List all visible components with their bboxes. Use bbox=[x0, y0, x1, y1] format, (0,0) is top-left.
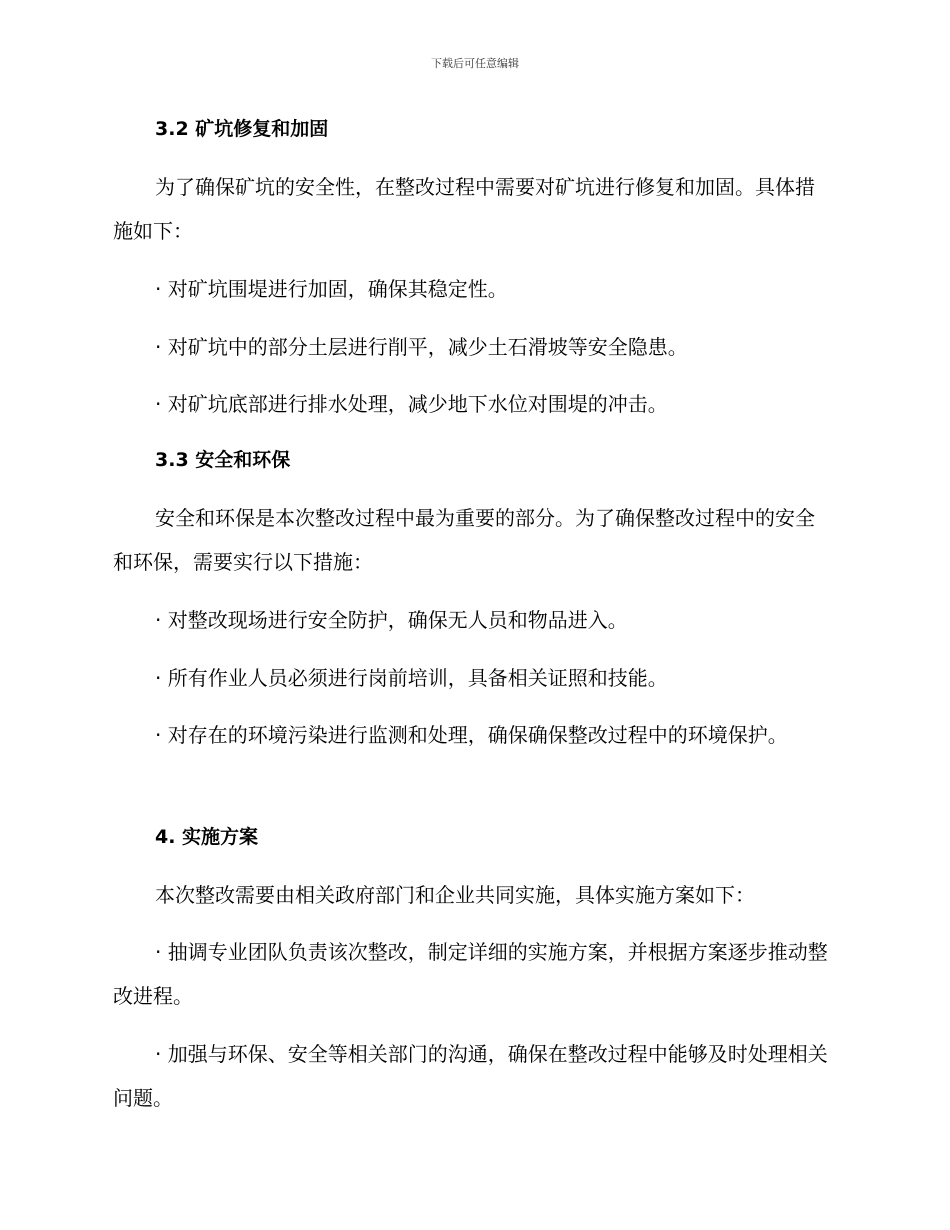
paragraph-4-intro: 本次整改需要由相关政府部门和企业共同实施，具体实施方案如下： bbox=[155, 883, 755, 907]
paragraph-3-2-intro: 为了确保矿坑的安全性，在整改过程中需要对矿坑进行修复和加固。具体措施如下： bbox=[113, 175, 815, 243]
page-header-note: 下载后可任意编辑 bbox=[431, 57, 519, 70]
bullet-3-2-1: · 对矿坑围堤进行加固，确保其稳定性。 bbox=[155, 277, 508, 301]
bullet-3-3-2: · 所有作业人员必须进行岗前培训，具备相关证照和技能。 bbox=[155, 666, 668, 690]
bullet-3-3-3: · 对存在的环境污染进行监测和处理，确保确保整改过程中的环境保护。 bbox=[155, 723, 788, 747]
bullet-4-1: · 抽调专业团队负责该次整改，制定详细的实施方案，并根据方案逐步推动整改进程。 bbox=[113, 940, 828, 1008]
bullet-3-2-2: · 对矿坑中的部分土层进行削平，减少土石滑坡等安全隐患。 bbox=[155, 335, 688, 359]
bullet-3-2-3: · 对矿坑底部进行排水处理，减少地下水位对围堤的冲击。 bbox=[155, 392, 668, 416]
paragraph-3-3-intro: 安全和环保是本次整改过程中最为重要的部分。为了确保整改过程中的安全和环保，需要实行以下措施： bbox=[113, 506, 815, 574]
bullet-4-2: · 加强与环保、安全等相关部门的沟通，确保在整改过程中能够及时处理相关问题。 bbox=[113, 1042, 828, 1110]
section-heading-3-3: 3.3 安全和环保 bbox=[155, 449, 291, 471]
section-heading-3-2: 3.2 矿坑修复和加固 bbox=[155, 118, 329, 140]
section-heading-4: 4. 实施方案 bbox=[155, 826, 259, 848]
bullet-3-3-1: · 对整改现场进行安全防护，确保无人员和物品进入。 bbox=[155, 608, 628, 632]
